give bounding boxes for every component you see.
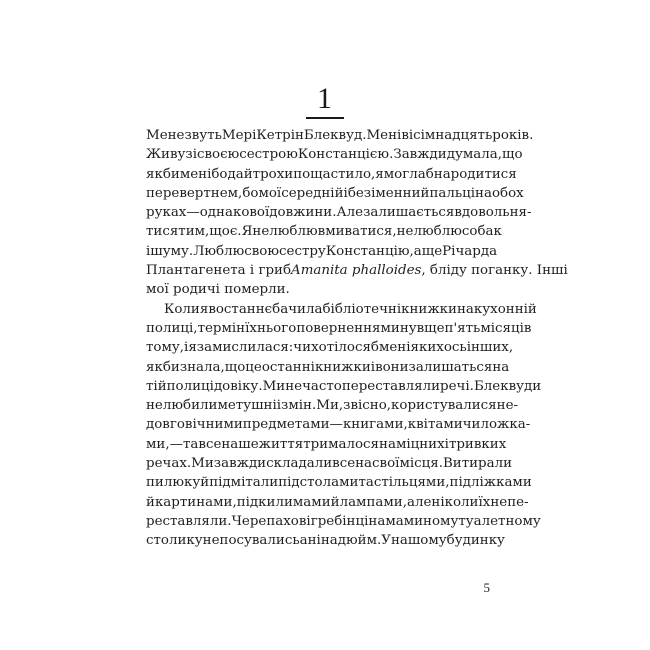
line-tail: , бліду поганку. Інші xyxy=(421,263,568,279)
word: на xyxy=(475,185,492,201)
line-rest xyxy=(291,261,568,280)
word: могла xyxy=(383,166,426,182)
word: маминому xyxy=(385,513,459,529)
word: повернення xyxy=(296,320,381,336)
word: ложка- xyxy=(480,417,531,433)
word: перевертнем, xyxy=(146,185,243,201)
word: ще xyxy=(421,243,443,259)
word: знала, xyxy=(179,359,225,375)
word: востаннє xyxy=(208,301,273,317)
word: довговічними xyxy=(146,417,243,433)
word: вони xyxy=(375,359,409,375)
word: що xyxy=(209,224,230,240)
word: на xyxy=(379,436,396,452)
word: тій xyxy=(146,378,167,394)
chapter-number: 1 xyxy=(317,82,333,115)
word: під xyxy=(236,494,259,510)
word: своєю xyxy=(196,147,240,163)
word: інших, xyxy=(466,340,514,356)
word: однакової xyxy=(199,205,270,221)
word: не xyxy=(252,224,270,240)
word: та xyxy=(183,436,199,452)
word: пе- xyxy=(507,494,529,510)
word: під xyxy=(449,475,471,491)
word: ми, xyxy=(146,436,170,452)
word: пощастило, xyxy=(293,166,376,182)
word: книгами, xyxy=(342,417,408,433)
word: підмітали xyxy=(209,475,279,491)
word: останні xyxy=(261,359,315,375)
word: бібліотечні xyxy=(322,301,402,317)
word: полиці, xyxy=(146,320,198,336)
word: столику xyxy=(146,533,203,549)
word: речах. xyxy=(146,456,192,472)
word: квітами xyxy=(407,417,463,433)
text-line xyxy=(146,415,531,434)
word: що xyxy=(502,147,523,163)
word: туалетному xyxy=(458,513,541,529)
species-name: Amanita phalloides xyxy=(291,263,422,279)
word: хотілося xyxy=(311,340,371,356)
word: й xyxy=(200,475,210,491)
word: столами xyxy=(299,475,359,491)
word: сестрою xyxy=(239,147,298,163)
word: Але xyxy=(336,205,364,221)
word: любили xyxy=(162,398,218,414)
word: пилюку xyxy=(146,475,201,491)
word: тися xyxy=(146,224,179,240)
word: народитися xyxy=(433,166,517,182)
text-line xyxy=(146,222,502,241)
word: лампами, xyxy=(339,494,407,510)
word: Констанцію, xyxy=(325,243,414,259)
word: ані xyxy=(299,533,321,549)
word: безіменний xyxy=(347,185,430,201)
word: їх xyxy=(478,494,491,510)
word: посувались xyxy=(219,533,300,549)
word: залишаться xyxy=(408,359,493,375)
word: на xyxy=(456,301,474,317)
word: п'ять xyxy=(444,320,481,336)
word: Ми xyxy=(262,378,286,394)
word: складали xyxy=(266,456,333,472)
word: на xyxy=(368,513,386,529)
word: Ми xyxy=(191,456,214,472)
word: на xyxy=(492,359,510,375)
word: а xyxy=(413,243,422,259)
word: обох xyxy=(491,185,524,201)
word: думала, xyxy=(446,147,502,163)
word: не xyxy=(146,398,163,414)
word: б xyxy=(370,340,379,356)
word: Річарда xyxy=(442,243,498,259)
word: свої xyxy=(372,456,400,472)
word: зі xyxy=(185,147,197,163)
text-line xyxy=(146,300,537,319)
word: речі. xyxy=(440,378,474,394)
word: ніколи xyxy=(431,494,479,510)
word: змін. xyxy=(281,398,317,414)
word: місяців xyxy=(480,320,532,336)
text-line xyxy=(146,435,507,454)
word: що xyxy=(224,359,246,375)
word: вдовольня- xyxy=(454,205,532,221)
word: років. xyxy=(492,128,534,143)
text-line xyxy=(146,242,498,261)
word: будинку xyxy=(446,533,505,549)
word: нашому xyxy=(390,533,447,549)
word: Мені xyxy=(366,128,402,143)
word: під xyxy=(278,475,300,491)
word: але xyxy=(406,494,432,510)
word: вмиватися, xyxy=(317,224,397,240)
word: якби xyxy=(146,359,180,375)
page-number: 5 xyxy=(483,580,490,595)
word: картинами, xyxy=(154,494,237,510)
text-line xyxy=(146,473,532,492)
word: якихось xyxy=(410,340,467,356)
word: Блеквуди xyxy=(473,378,542,394)
word: їхнього xyxy=(245,320,297,336)
word: Блеквуд. xyxy=(303,128,367,143)
word: У xyxy=(381,533,391,549)
text-line xyxy=(146,184,524,203)
word: бо xyxy=(242,185,259,201)
word: люблю xyxy=(269,224,318,240)
text-line xyxy=(146,454,513,473)
word: руках xyxy=(146,205,187,221)
text-line xyxy=(146,512,541,531)
word: Мене xyxy=(146,128,185,143)
word: свою xyxy=(244,243,280,259)
word: мені xyxy=(179,166,212,182)
word: минув xyxy=(380,320,425,336)
word: і xyxy=(343,185,348,201)
text-line-with-italic xyxy=(146,261,568,280)
word: і xyxy=(146,243,151,259)
word: трималося xyxy=(303,436,380,452)
word: я xyxy=(199,301,209,317)
word: не xyxy=(396,224,414,240)
word: чи xyxy=(462,417,481,433)
word: — xyxy=(186,205,200,221)
word: Люблю xyxy=(193,243,245,259)
text-line xyxy=(146,338,514,357)
word: довіку. xyxy=(213,378,263,394)
word: Ми, xyxy=(316,398,344,414)
text-line xyxy=(146,377,542,396)
word: довжини. xyxy=(269,205,337,221)
word: та xyxy=(358,475,374,491)
text-line xyxy=(146,145,523,164)
word: і xyxy=(184,340,189,356)
chapter-underline xyxy=(306,117,344,119)
word: собак xyxy=(461,224,502,240)
word: предметами xyxy=(242,417,330,433)
word: тим, xyxy=(178,224,210,240)
word: ще xyxy=(424,320,445,336)
word: наше xyxy=(221,436,259,452)
word: гребінці xyxy=(310,513,369,529)
word: на xyxy=(320,533,338,549)
word: термін xyxy=(197,320,246,336)
word: залишається xyxy=(363,205,455,221)
word: місця. xyxy=(399,456,443,472)
word: завжди xyxy=(213,456,267,472)
text-line xyxy=(146,396,519,415)
word: тривких xyxy=(448,436,507,452)
word: реставляли. xyxy=(146,513,232,529)
word: звісно, xyxy=(343,398,392,414)
word: тому, xyxy=(146,340,185,356)
word: і xyxy=(276,398,282,414)
text-line xyxy=(146,493,529,512)
word: пальці xyxy=(429,185,476,201)
text-line xyxy=(146,165,517,184)
word: все xyxy=(332,456,356,472)
word: — xyxy=(329,417,343,433)
word: чи xyxy=(293,340,312,356)
word: бодай xyxy=(211,166,253,182)
word: звуть xyxy=(184,128,222,143)
word: Коли xyxy=(164,301,200,317)
word: трохи xyxy=(252,166,294,182)
word: не xyxy=(490,494,508,510)
word: на xyxy=(355,456,373,472)
text-line xyxy=(146,280,486,299)
word: шуму. xyxy=(150,243,194,259)
text-line xyxy=(146,358,510,377)
word: не- xyxy=(496,398,519,414)
word: це xyxy=(245,359,262,375)
word: і xyxy=(444,436,449,452)
word: переставляли xyxy=(341,378,441,394)
word: люблю xyxy=(413,224,462,240)
word: середній xyxy=(281,185,344,201)
word: мої xyxy=(258,185,282,201)
word: Мері xyxy=(221,128,257,143)
word: мені xyxy=(378,340,411,356)
word: й xyxy=(146,494,155,510)
word: стільцями, xyxy=(373,475,450,491)
word: я xyxy=(375,166,384,182)
word: і xyxy=(370,359,376,375)
word: користувалися xyxy=(391,398,497,414)
line-text: мої родичі померли. xyxy=(146,282,290,298)
body-text xyxy=(146,126,568,551)
text-line xyxy=(146,203,532,222)
word: Витирали xyxy=(442,456,513,472)
word: — xyxy=(169,436,183,452)
word: вісімнадцять xyxy=(401,128,493,143)
line-start: Плантагенета і гриб xyxy=(146,263,292,279)
word: Констанцією. xyxy=(297,147,394,163)
text-line xyxy=(146,319,532,338)
word: міцних xyxy=(395,436,445,452)
text-line xyxy=(146,531,505,550)
word: книжки xyxy=(314,359,371,375)
word: б xyxy=(425,166,434,182)
word: книжки xyxy=(401,301,457,317)
word: замислилася: xyxy=(196,340,294,356)
word: дюйм. xyxy=(337,533,382,549)
text-line xyxy=(146,126,534,145)
word: є. xyxy=(229,224,242,240)
word: все xyxy=(198,436,222,452)
word: я xyxy=(188,340,197,356)
word: бачила xyxy=(272,301,323,317)
word: Живу xyxy=(146,147,186,163)
word: Черепахові xyxy=(231,513,311,529)
word: якби xyxy=(146,166,180,182)
word: Завжди xyxy=(393,147,447,163)
word: метушні xyxy=(217,398,277,414)
word: Я xyxy=(241,224,253,240)
word: й xyxy=(330,494,340,510)
word: Кетрін xyxy=(256,128,304,143)
word: ліжками xyxy=(470,475,532,491)
word: не xyxy=(202,533,220,549)
word: килимами xyxy=(258,494,331,510)
word: життя xyxy=(258,436,304,452)
word: кухонній xyxy=(473,301,537,317)
word: полиці xyxy=(166,378,214,394)
word: нечасто xyxy=(285,378,342,394)
word: сестру xyxy=(279,243,326,259)
